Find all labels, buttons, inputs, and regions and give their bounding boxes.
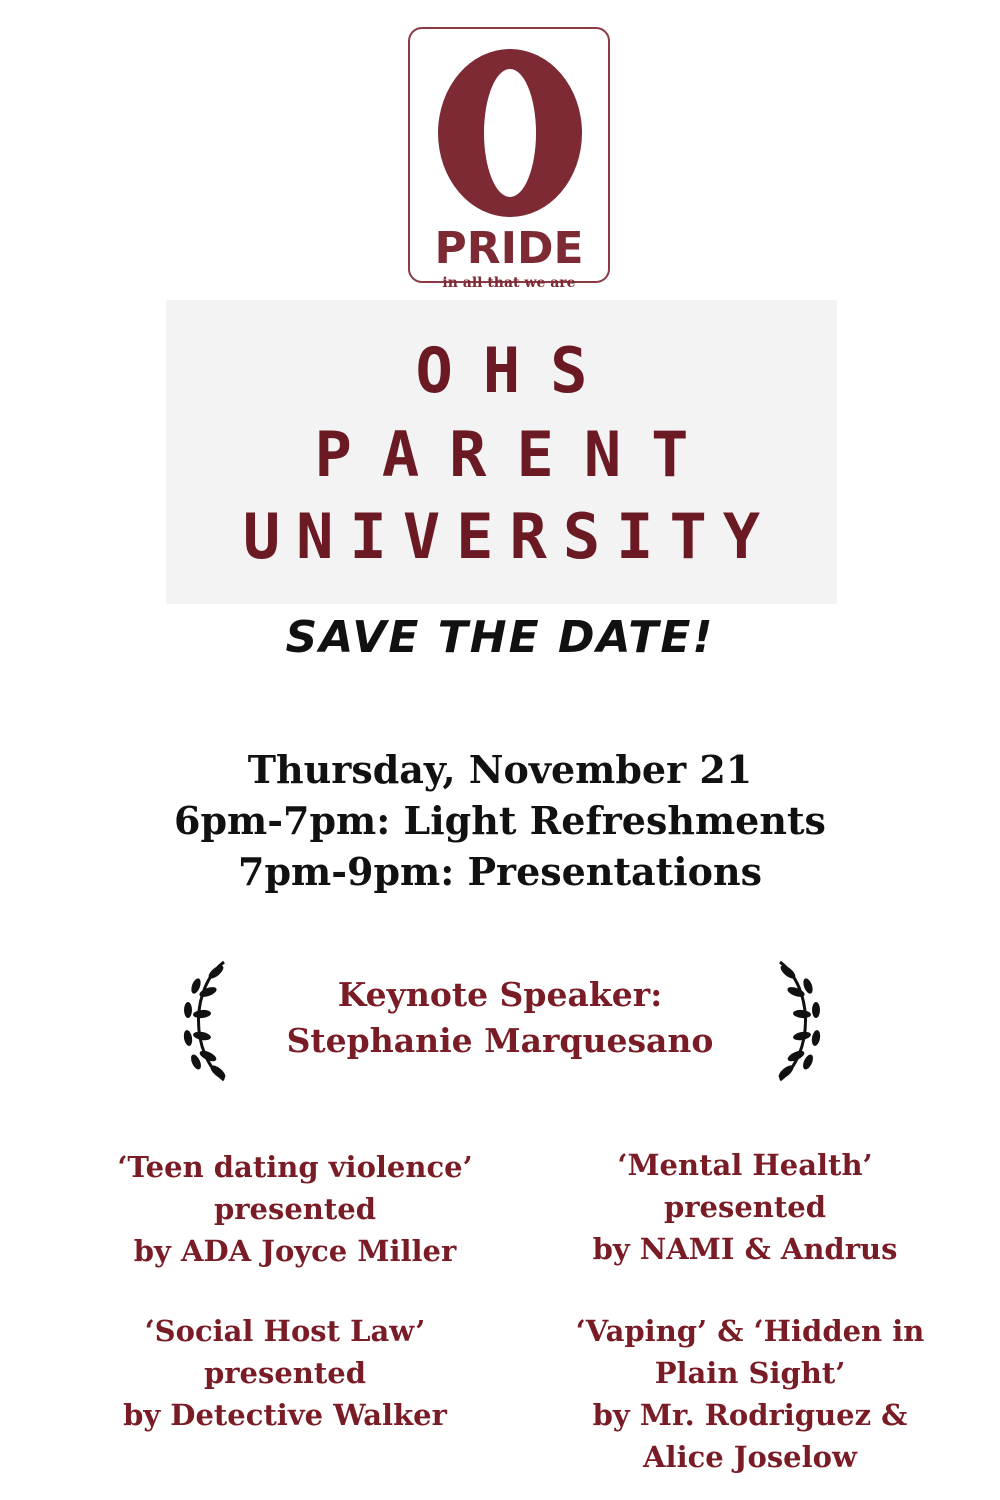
session-vaping-hidden-in-plain-sight [520, 1310, 980, 1478]
session-title: ‘Mental Health’ [617, 1148, 873, 1182]
keynote-label: Keynote Speaker: [337, 975, 663, 1014]
session-title: ‘Vaping’ & ‘Hidden in [575, 1314, 925, 1348]
logo-o-letter [410, 29, 612, 229]
event-date: Thursday, November 21 [247, 747, 753, 792]
save-the-date-heading: SAVE THE DATE! [285, 612, 715, 663]
session-title-cont: Plain Sight’ [654, 1356, 846, 1390]
session-presenter: by ADA Joyce Miller [133, 1234, 457, 1268]
laurel-branch-icon [772, 958, 824, 1084]
school-logo [408, 27, 610, 291]
keynote-speaker-name: Stephanie Marquesano [286, 1021, 714, 1060]
session-presented: presented [664, 1190, 826, 1224]
session-social-host-law [60, 1310, 510, 1436]
session-presenter: by Mr. Rodriguez & [592, 1398, 908, 1432]
event-schedule [0, 744, 1000, 897]
logo-tagline: in all that we are [442, 275, 576, 291]
session-presented: presented [204, 1356, 366, 1390]
title-line-ohs: OHS [415, 334, 618, 407]
event-refreshments-time: 6pm-7pm: Light Refreshments [174, 798, 826, 843]
session-title: ‘Teen dating violence’ [117, 1150, 473, 1184]
keynote-block [0, 972, 1000, 1064]
session-mental-health [520, 1144, 970, 1270]
session-teen-dating-violence [60, 1146, 530, 1272]
session-presenter: by Detective Walker [123, 1398, 447, 1432]
title-line-parent: PARENT [314, 418, 719, 491]
session-presenter: by NAMI & Andrus [592, 1232, 898, 1266]
event-presentations-time: 7pm-9pm: Presentations [238, 849, 762, 894]
title-line-university: UNIVERSITY [242, 500, 777, 573]
title-banner [166, 300, 837, 604]
session-title: ‘Social Host Law’ [144, 1314, 426, 1348]
session-presented: presented [214, 1192, 376, 1226]
logo-pride-word: PRIDE [434, 223, 584, 274]
session-presenter-cont: Alice Joselow [643, 1440, 857, 1474]
